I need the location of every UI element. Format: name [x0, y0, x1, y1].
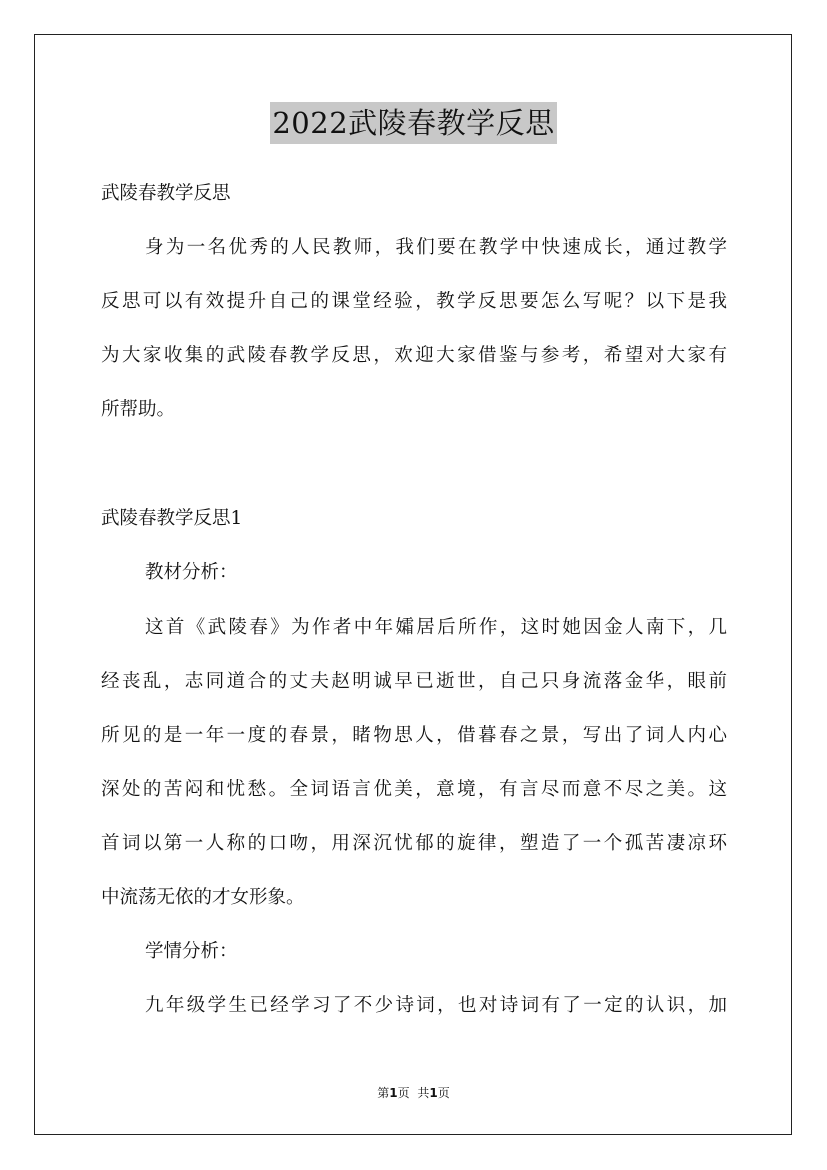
- intro-line: 为大家收集的武陵春教学反思，欢迎大家借鉴与参考，希望对大家有: [101, 345, 727, 366]
- label-student-analysis: 学情分析：: [145, 941, 238, 962]
- material-line: 中流荡无依的才女形象。: [101, 887, 305, 908]
- title-container: [0, 102, 827, 144]
- material-line: 深处的苦闷和忧愁。全词语言优美，意境，有言尽而意不尽之美。这: [101, 779, 727, 800]
- footer-page-number: 1: [389, 1086, 398, 1100]
- intro-paragraph: [101, 237, 727, 453]
- intro-line: 反思可以有效提升自己的课堂经验，教学反思要怎么写呢？以下是我: [101, 291, 727, 312]
- footer-total-prefix: 共: [417, 1086, 430, 1100]
- material-line: 所见的是一年一度的春景，睹物思人，借暮春之景，写出了词人内心: [101, 725, 727, 746]
- footer-prefix: 第: [377, 1086, 390, 1100]
- students-paragraph: [101, 995, 727, 1049]
- heading-main: 武陵春教学反思: [101, 183, 231, 204]
- section-heading: 武陵春教学反思1: [101, 508, 243, 529]
- label-material-analysis: 教材分析：: [145, 562, 238, 583]
- intro-line: 身为一名优秀的人民教师，我们要在教学中快速成长，通过教学: [145, 237, 727, 258]
- footer-total-pages: 1: [429, 1086, 438, 1100]
- footer-total-unit: 页: [437, 1086, 450, 1100]
- material-paragraph: [101, 617, 727, 941]
- material-line: 首词以第一人称的口吻，用深沉忧郁的旋律，塑造了一个孤苦凄凉环: [101, 833, 727, 854]
- students-line: 九年级学生已经学习了不少诗词，也对诗词有了一定的认识，加: [145, 995, 727, 1016]
- intro-line: 所帮助。: [101, 399, 176, 420]
- page-footer: [0, 1084, 827, 1101]
- document-title: 2022武陵春教学反思: [270, 102, 556, 144]
- material-line: 这首《武陵春》为作者中年孀居后所作，这时她因金人南下，几: [145, 617, 727, 638]
- footer-page-unit: 页: [397, 1086, 410, 1100]
- material-line: 经丧乱，志同道合的丈夫赵明诚早已逝世，自己只身流落金华，眼前: [101, 671, 727, 692]
